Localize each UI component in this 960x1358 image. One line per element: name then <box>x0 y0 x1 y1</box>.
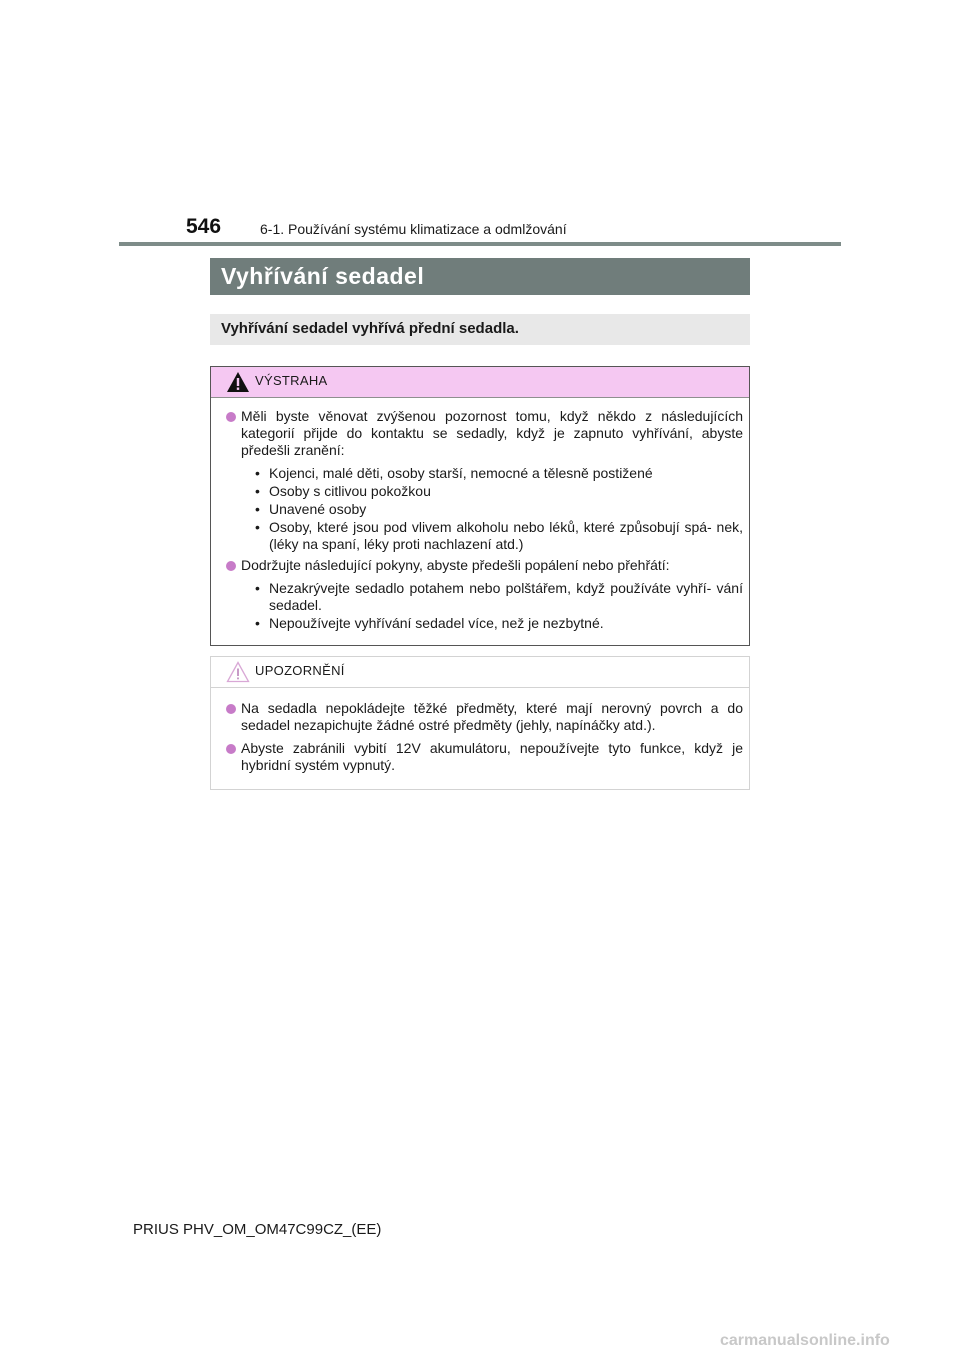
warning-subitem-list <box>241 465 743 553</box>
page-number: 546 <box>186 215 222 238</box>
notice-body <box>211 688 749 774</box>
warning-body <box>211 398 749 634</box>
notice-bullet-text: Na sedadla nepokládejte těžké předměty, které mají nerovný povrch a do sedadel nezapichujte žádné ostré předměty (jehly, napínáčky atd.). <box>241 700 743 733</box>
bullet-dot-icon <box>226 561 236 571</box>
chapter-title: 6-1. Používání systému klimatizace a odmlžování <box>260 221 567 237</box>
section-title: Vyhřívání sedadel <box>210 258 750 295</box>
warning-bullet-text: Měli byste věnovat zvýšenou pozornost tomu, když někdo z následujících kategorií přijde do kontaktu se sedadly, když je zapnuto vyhřívání, abyste předešli zranění: <box>241 408 743 458</box>
section-intro: Vyhřívání sedadel vyhřívá přední sedadla. <box>210 314 750 345</box>
bullet-dot-icon <box>226 744 236 754</box>
notice-label: UPOZORNĚNÍ <box>255 663 345 678</box>
caution-triangle-outline-icon <box>226 661 250 683</box>
list-item: • Osoby, které jsou pod vlivem alkoholu nebo léků, které způsobují spá- nek, (léky na spaní, léky proti nachlazení atd.) <box>255 519 743 552</box>
warning-triangle-icon <box>226 371 250 393</box>
warning-bullet-text: Dodržujte následující pokyny, abyste předešli popálení nebo přehřátí: <box>241 557 670 573</box>
notice-box <box>210 656 750 790</box>
list-item: • Unavené osoby <box>255 501 367 517</box>
warning-subitem-list <box>241 580 743 632</box>
list-item: • Nepoužívejte vyhřívání sedadel více, než je nezbytné. <box>255 615 604 631</box>
notice-bullet <box>224 700 743 734</box>
watermark: carmanualsonline.info <box>720 1332 890 1349</box>
notice-header <box>211 657 749 688</box>
warning-header <box>211 367 749 398</box>
list-item: • Kojenci, malé děti, osoby starší, nemocné a tělesně postižené <box>255 465 653 481</box>
notice-bullet <box>224 740 743 774</box>
warning-bullet <box>224 408 743 555</box>
list-item: • Osoby s citlivou pokožkou <box>255 483 431 499</box>
list-item: • Nezakrývejte sedadlo potahem nebo polštářem, když používáte vyhří- vání sedadel. <box>255 580 743 613</box>
warning-box <box>210 366 750 646</box>
warning-bullet <box>224 557 743 634</box>
bullet-dot-icon <box>226 412 236 422</box>
notice-bullet-text: Abyste zabránili vybití 12V akumulátoru, nepoužívejte tyto funkce, když je hybridní systém vypnutý. <box>241 740 743 773</box>
header-rule <box>119 242 841 246</box>
warning-label: VÝSTRAHA <box>255 373 328 388</box>
document-code: PRIUS PHV_OM_OM47C99CZ_(EE) <box>133 1221 382 1238</box>
bullet-dot-icon <box>226 704 236 714</box>
